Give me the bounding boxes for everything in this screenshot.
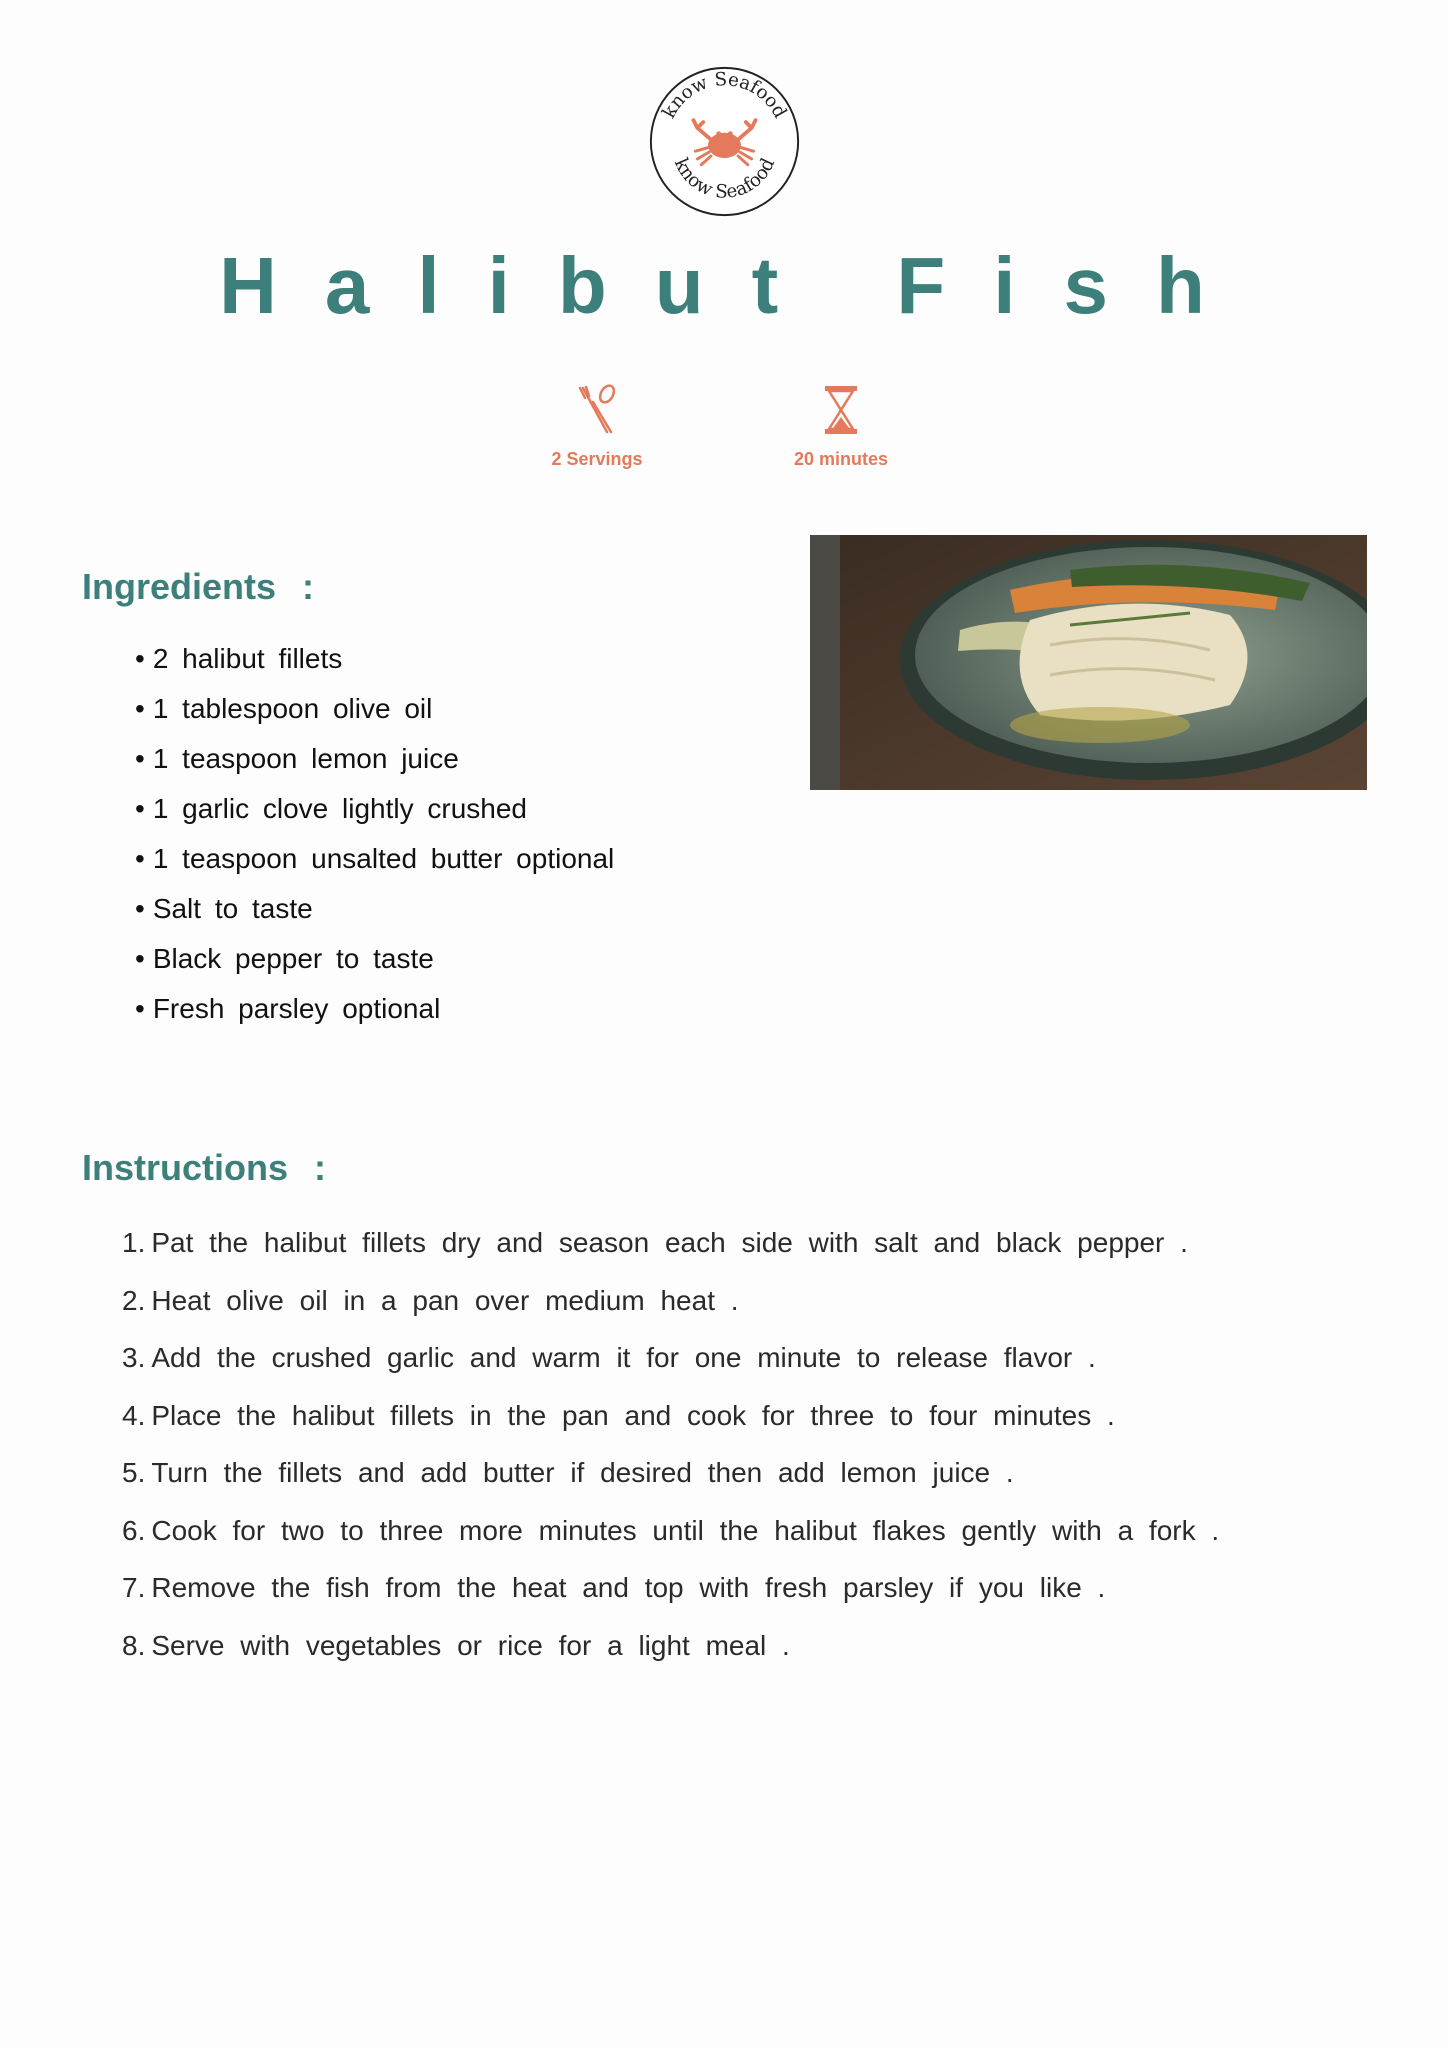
step-text: Cook for two to three more minutes until the halibut flakes gently with a fork . — [151, 1514, 1220, 1546]
ingredient-item: • Salt to taste — [135, 884, 614, 934]
step-text: Turn the fillets and add butter if desired then add lemon juice . — [151, 1457, 1014, 1488]
logo-text-bottom: know Seafood — [669, 155, 780, 203]
instruction-step — [122, 1214, 1219, 1272]
recipe-title: Halibut Fish — [219, 241, 1253, 330]
step-number: 4. — [122, 1399, 146, 1431]
step-number: 7. — [122, 1572, 146, 1603]
step-text: Place the halibut fillets in the pan and cook for three to four minutes . — [151, 1399, 1115, 1431]
instruction-step — [122, 1329, 1219, 1387]
hourglass-icon — [821, 384, 861, 436]
instruction-step — [122, 1272, 1219, 1330]
ingredients-heading: Ingredients : — [82, 566, 315, 607]
time-info — [741, 384, 941, 470]
step-number: 1. — [122, 1227, 146, 1258]
instruction-step — [122, 1502, 1219, 1560]
ingredient-item: • Black pepper to taste — [135, 934, 614, 984]
step-text: Add the crushed garlic and warm it for one minute to release flavor . — [151, 1342, 1096, 1373]
servings-info — [497, 384, 697, 470]
know-seafood-logo — [647, 64, 802, 219]
step-text: Heat olive oil in a pan over medium heat . — [151, 1284, 739, 1316]
step-text: Pat the halibut fillets dry and season each side with salt and black pepper . — [151, 1227, 1188, 1258]
step-text: Serve with vegetables or rice for a light meal . — [151, 1629, 790, 1661]
instruction-step — [122, 1559, 1219, 1617]
ingredient-item: • 2 halibut fillets — [135, 634, 614, 684]
instructions-list — [122, 1214, 1219, 1674]
step-number: 8. — [122, 1629, 146, 1661]
step-number: 2. — [122, 1284, 146, 1316]
halibut-dish-photo — [810, 535, 1367, 790]
time-label: 20 minutes — [793, 449, 889, 469]
step-text: Remove the fish from the heat and top with fresh parsley if you like . — [151, 1572, 1106, 1603]
ingredient-item: • 1 tablespoon olive oil — [135, 684, 614, 734]
ingredient-item: • 1 garlic clove lightly crushed — [135, 784, 614, 834]
ingredient-item: • Fresh parsley optional — [135, 984, 614, 1034]
ingredients-list — [135, 634, 614, 1034]
ingredient-item: • 1 teaspoon unsalted butter optional — [135, 834, 614, 884]
instruction-step — [122, 1444, 1219, 1502]
ingredient-item: • 1 teaspoon lemon juice — [135, 734, 614, 784]
instruction-step — [122, 1387, 1219, 1445]
servings-label: 2 Servings — [551, 449, 643, 469]
step-number: 6. — [122, 1514, 146, 1546]
step-number: 5. — [122, 1457, 146, 1488]
fork-spoon-icon — [577, 384, 617, 436]
logo-text-top: know Seafood — [658, 69, 791, 122]
step-number: 3. — [122, 1342, 146, 1373]
instructions-heading: Instructions : — [82, 1147, 327, 1188]
instruction-step — [122, 1617, 1219, 1675]
